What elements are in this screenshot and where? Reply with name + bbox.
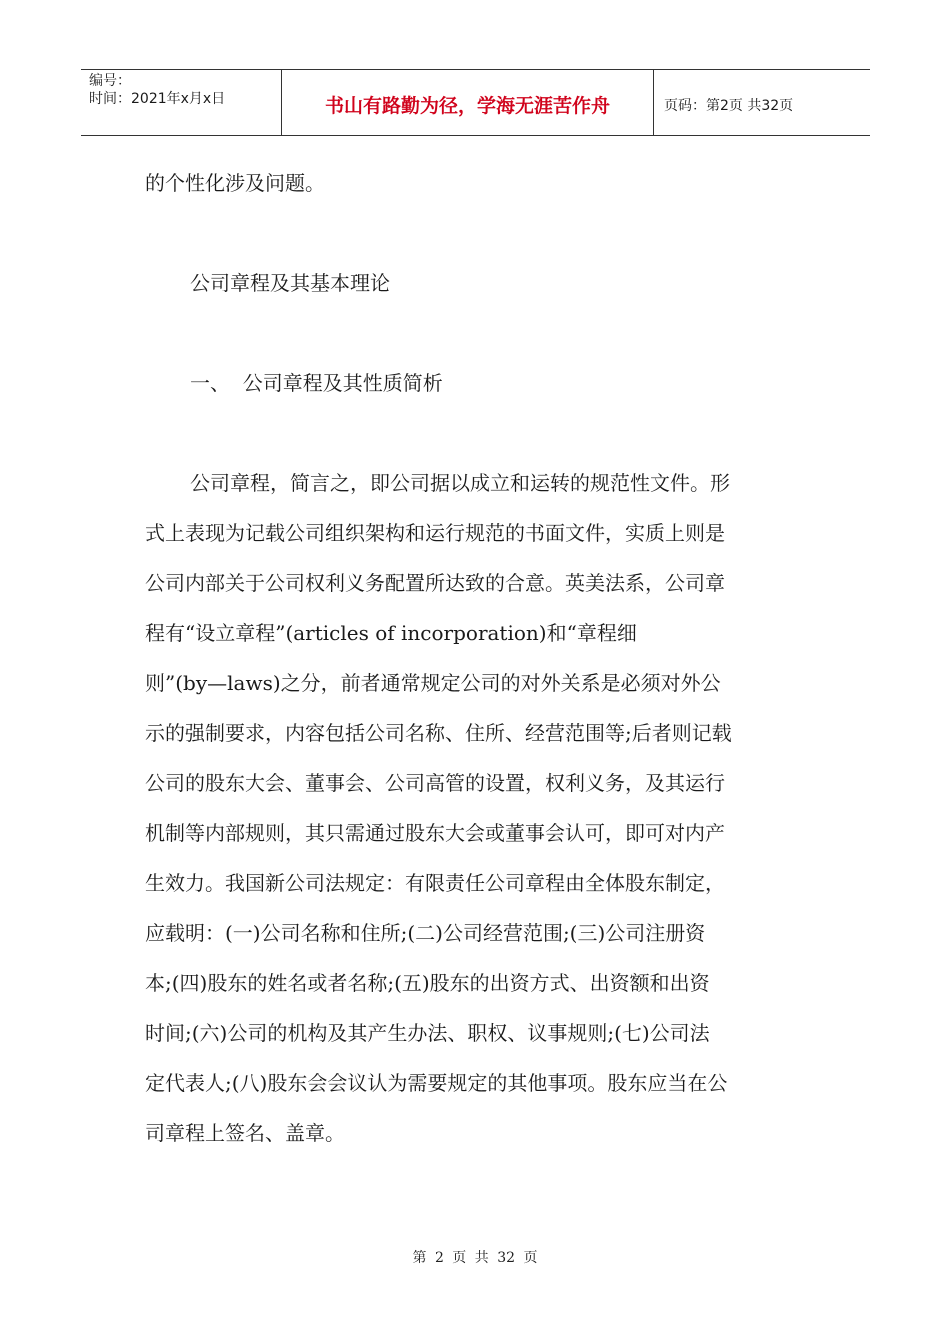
document-header — [81, 69, 870, 136]
page-footer: 第 2 页 共 32 页 — [412, 1250, 538, 1266]
paragraph-line: 生效力。我国新公司法规定：有限责任公司章程由全体股东制定， — [145, 871, 725, 895]
paragraph-line: 应载明：(一)公司名称和住所;(二)公司经营范围;(三)公司注册资 — [145, 921, 706, 945]
body-paragraph — [145, 458, 805, 1158]
paragraph-line: 本;(四)股东的姓名或者名称;(五)股东的出资方式、出资额和出资 — [145, 971, 710, 995]
document-number-label: 编号： — [89, 73, 131, 89]
paragraph-line: 式上表现为记载公司组织架构和运行规范的书面文件，实质上则是 — [145, 521, 725, 545]
paragraph-line: 时间;(六)公司的机构及其产生办法、职权、议事规则;(七)公司法 — [145, 1021, 710, 1045]
document-body — [145, 158, 805, 1158]
document-date: 时间：2021年x月x日 — [89, 91, 226, 107]
paragraph-line: 机制等内部规则，其只需通过股东大会或董事会认可，即可对内产 — [145, 821, 725, 845]
paragraph-line: 定代表人;(八)股东会会议认为需要规定的其他事项。股东应当在公 — [145, 1071, 728, 1095]
paragraph-line: 司章程上签名、盖章。 — [145, 1121, 345, 1145]
header-meta — [81, 70, 282, 135]
continuation-text: 的个性化涉及问题。 — [145, 171, 325, 195]
paragraph-line: 示的强制要求，内容包括公司名称、住所、经营范围等;后者则记载 — [145, 721, 732, 745]
header-page-info: 页码：第2页 共32页 — [664, 97, 794, 114]
subsection-title: 一、 公司章程及其性质简析 — [190, 371, 443, 395]
paragraph-line: 公司章程，简言之，即公司据以成立和运转的规范性文件。形 — [190, 471, 730, 495]
paragraph-line: 则”(by—laws)之分，前者通常规定公司的对外关系是必须对外公 — [145, 671, 721, 695]
header-motto: 书山有路勤为径，学海无涯苦作舟 — [282, 70, 654, 135]
paragraph-line: 公司内部关于公司权利义务配置所达致的合意。英美法系，公司章 — [145, 571, 725, 595]
section-title: 公司章程及其基本理论 — [190, 271, 390, 295]
paragraph-line: 程有“设立章程”(articles of incorporation)和“章程细 — [145, 621, 637, 645]
paragraph-line: 公司的股东大会、董事会、公司高管的设置，权利义务，及其运行 — [145, 771, 725, 795]
